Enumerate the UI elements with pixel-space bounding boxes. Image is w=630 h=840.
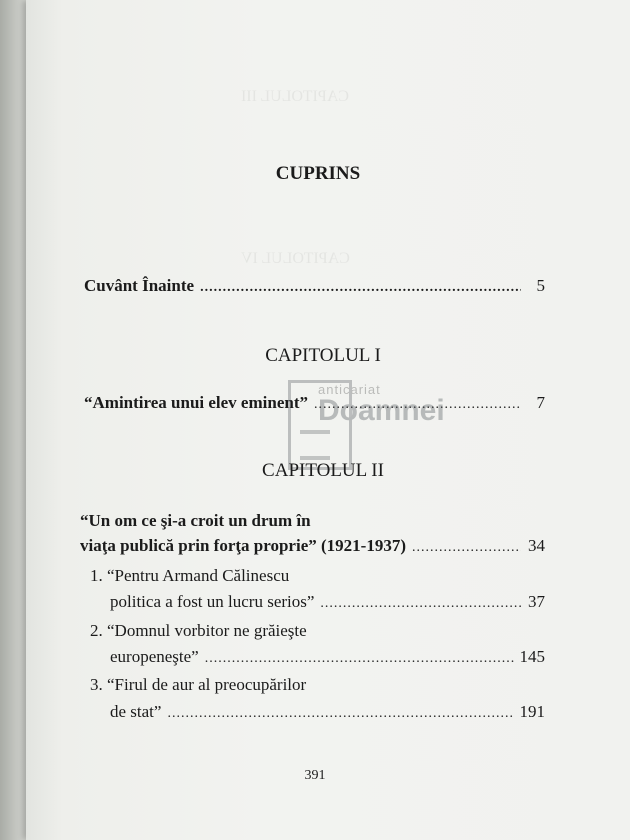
toc-subentry-1[interactable] (110, 592, 545, 612)
toc-page-number: 5 (536, 276, 545, 295)
toc-subentry-2-line1[interactable] (90, 621, 307, 641)
toc-subentry-number: 2. (90, 621, 103, 640)
toc-entry-intro[interactable] (84, 276, 545, 296)
show-through-text: CAPITOLUL IV (241, 250, 350, 267)
watermark-small-text: anticariat (318, 382, 381, 397)
watermark-big-text: Doamnei (318, 394, 445, 427)
toc-page-number: 37 (528, 592, 545, 611)
toc-subentry-number: 1. (90, 566, 103, 585)
chapter-heading-1: CAPITOLUL I (265, 345, 381, 366)
toc-subentry-label: “Firul de aur al preocupărilor (107, 675, 307, 694)
watermark-logo (288, 380, 458, 470)
toc-page-number: 145 (519, 647, 545, 666)
toc-page-number: 7 (536, 393, 545, 412)
show-through-text: CAPITOLUL III (241, 88, 349, 105)
toc-subentry-3[interactable] (110, 702, 545, 722)
dot-leader (320, 596, 521, 612)
toc-subentry-number: 3. (90, 675, 103, 694)
dot-leader (167, 706, 513, 722)
toc-subentry-label: “Domnul vorbitor ne grăieşte (107, 621, 307, 640)
page-edge-shadow (0, 0, 26, 840)
toc-subentry-3-line1[interactable] (90, 675, 306, 695)
toc-page-number: 191 (519, 702, 545, 721)
toc-subentry-label: de stat” (110, 702, 162, 721)
page-number: 391 (304, 768, 326, 783)
toc-title: CUPRINS (275, 163, 361, 184)
toc-subentry-label: “Pentru Armand Călinescu (107, 566, 290, 585)
toc-entry-label: Cuvânt Înainte (84, 276, 195, 295)
toc-entry-chapter2-line1[interactable]: “Un om ce şi-a croit un drum în (80, 511, 311, 530)
toc-entry-label: viaţa publică prin forţa proprie” (1921-1937) (80, 536, 406, 555)
toc-subentry-label: politica a fost un lucru serios” (110, 592, 315, 611)
dot-leader (412, 540, 521, 556)
books-icon (300, 430, 330, 460)
chapter-heading-2: CAPITOLUL II (262, 460, 384, 481)
toc-entry-label: “Amintirea unui elev eminent” (84, 393, 308, 412)
toc-entry-chapter2[interactable] (80, 536, 545, 556)
dot-leader (200, 280, 521, 296)
toc-subentry-2[interactable] (110, 647, 545, 667)
toc-subentry-label: europeneşte” (110, 647, 199, 666)
book-page (26, 0, 630, 840)
toc-page-number: 34 (528, 536, 545, 555)
toc-subentry-1-line1[interactable] (90, 566, 289, 586)
dot-leader (205, 651, 514, 667)
